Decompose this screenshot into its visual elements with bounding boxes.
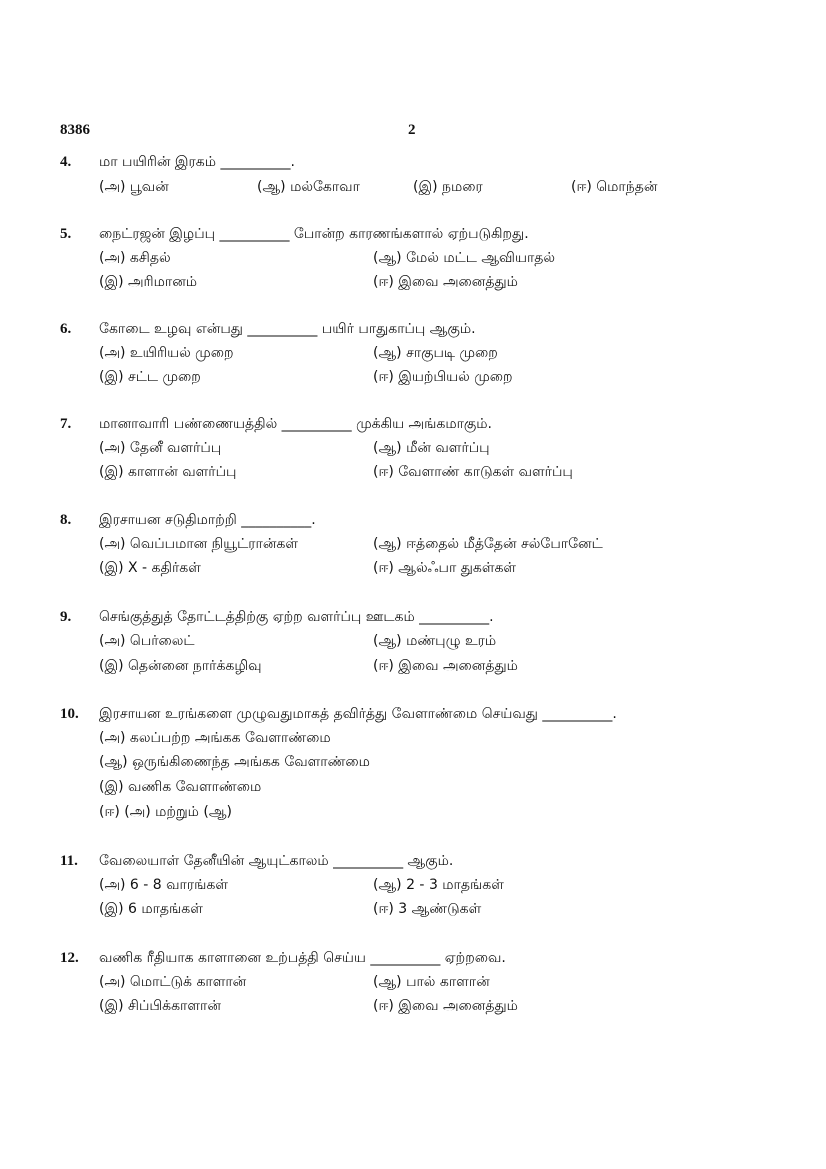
option-c: (இ) வணிக வேளாண்மை	[99, 779, 262, 795]
question-number: 7.	[60, 416, 72, 432]
option-d: (ஈ) மொந்தன்	[571, 179, 658, 195]
option-a: (அ) மொட்டுக் காளான்	[99, 974, 247, 990]
option-a: (அ) வெப்பமான நியூட்ரான்கள்	[99, 536, 298, 552]
option-c: (இ) நமரை	[413, 179, 483, 195]
option-a: (அ) தேனீ வளர்ப்பு	[99, 440, 222, 456]
question-number: 10.	[60, 706, 79, 722]
question-text: மா பயிரின் இரகம் __________.	[99, 154, 295, 170]
option-d: (ஈ) 3 ஆண்டுகள்	[373, 901, 482, 917]
page-number: 2	[408, 122, 416, 138]
question-number: 6.	[60, 321, 72, 337]
option-b: (ஆ) மண்புழு உரம்	[373, 633, 497, 649]
option-d: (ஈ) இயற்பியல் முறை	[373, 369, 513, 385]
question-text: இரசாயன சடுதிமாற்றி __________.	[99, 512, 316, 528]
question-number: 5.	[60, 226, 72, 242]
question-number: 8.	[60, 512, 72, 528]
option-b: (ஆ) மேல் மட்ட ஆவியாதல்	[373, 250, 556, 266]
question-text: மானாவாரி பண்ணையத்தில் __________ முக்கிய அங்கமாகும்.	[99, 416, 492, 432]
question-text: கோடை உழவு என்பது __________ பயிர் பாதுகாப்பு ஆகும்.	[99, 321, 476, 337]
option-d: (ஈ) இவை அனைத்தும்	[373, 274, 518, 290]
option-c: (இ) காளான் வளர்ப்பு	[99, 464, 237, 480]
option-a: (அ) 6 - 8 வாரங்கள்	[99, 877, 228, 893]
option-b: (ஆ) மீன் வளர்ப்பு	[373, 440, 490, 456]
option-d: (ஈ) (அ) மற்றும் (ஆ)	[99, 804, 233, 820]
option-b: (ஆ) 2 - 3 மாதங்கள்	[373, 877, 504, 893]
option-b: (ஆ) சாகுபடி முறை	[373, 345, 498, 361]
question-text: வணிக ரீதியாக காளானை உற்பத்தி செய்ய __________ ஏற்றவை.	[99, 950, 506, 966]
page-code: 8386	[60, 122, 90, 138]
option-a: (அ) கலப்பற்ற அங்கக வேளாண்மை	[99, 730, 331, 746]
question-text: நைட்ரஜன் இழப்பு __________ போன்ற காரணங்களால் ஏற்படுகிறது.	[99, 226, 529, 242]
option-d: (ஈ) வேளாண் காடுகள் வளர்ப்பு	[373, 464, 573, 480]
question-number: 9.	[60, 609, 72, 625]
option-c: (இ) சிப்பிக்காளான்	[99, 998, 221, 1014]
question-number: 12.	[60, 950, 79, 966]
option-b: (ஆ) ஈத்தைல் மீத்தேன் சல்போனேட்	[373, 536, 603, 552]
question-text: செங்குத்துத் தோட்டத்திற்கு ஏற்ற வளர்ப்பு ஊடகம் __________.	[99, 609, 494, 625]
question-text: வேலையாள் தேனீயின் ஆயுட்காலம் __________ ஆகும்.	[99, 853, 454, 869]
option-a: (அ) உயிரியல் முறை	[99, 345, 234, 361]
option-d: (ஈ) இவை அனைத்தும்	[373, 998, 518, 1014]
option-b: (ஆ) மல்கோவா	[257, 179, 360, 195]
option-d: (ஈ) ஆல்ஃபா துகள்கள்	[373, 560, 517, 576]
option-b: (ஆ) பால் காளான்	[373, 974, 490, 990]
option-a: (அ) பூவன்	[99, 179, 169, 195]
option-c: (இ) X - கதிர்கள்	[99, 560, 201, 576]
option-c: (இ) தென்னை நார்க்கழிவு	[99, 658, 262, 674]
option-c: (இ) 6 மாதங்கள்	[99, 901, 203, 917]
option-d: (ஈ) இவை அனைத்தும்	[373, 658, 518, 674]
question-number: 11.	[60, 853, 78, 869]
option-a: (அ) கசிதல்	[99, 250, 171, 266]
option-b: (ஆ) ஒருங்கிணைந்த அங்கக வேளாண்மை	[99, 754, 370, 770]
option-c: (இ) சட்ட முறை	[99, 369, 201, 385]
option-a: (அ) பெர்லைட்	[99, 633, 195, 649]
question-number: 4.	[60, 154, 72, 170]
option-c: (இ) அரிமானம்	[99, 274, 198, 290]
question-text: இரசாயன உரங்களை முழுவதுமாகத் தவிர்த்து வேளாண்மை செய்வது __________.	[99, 706, 617, 722]
